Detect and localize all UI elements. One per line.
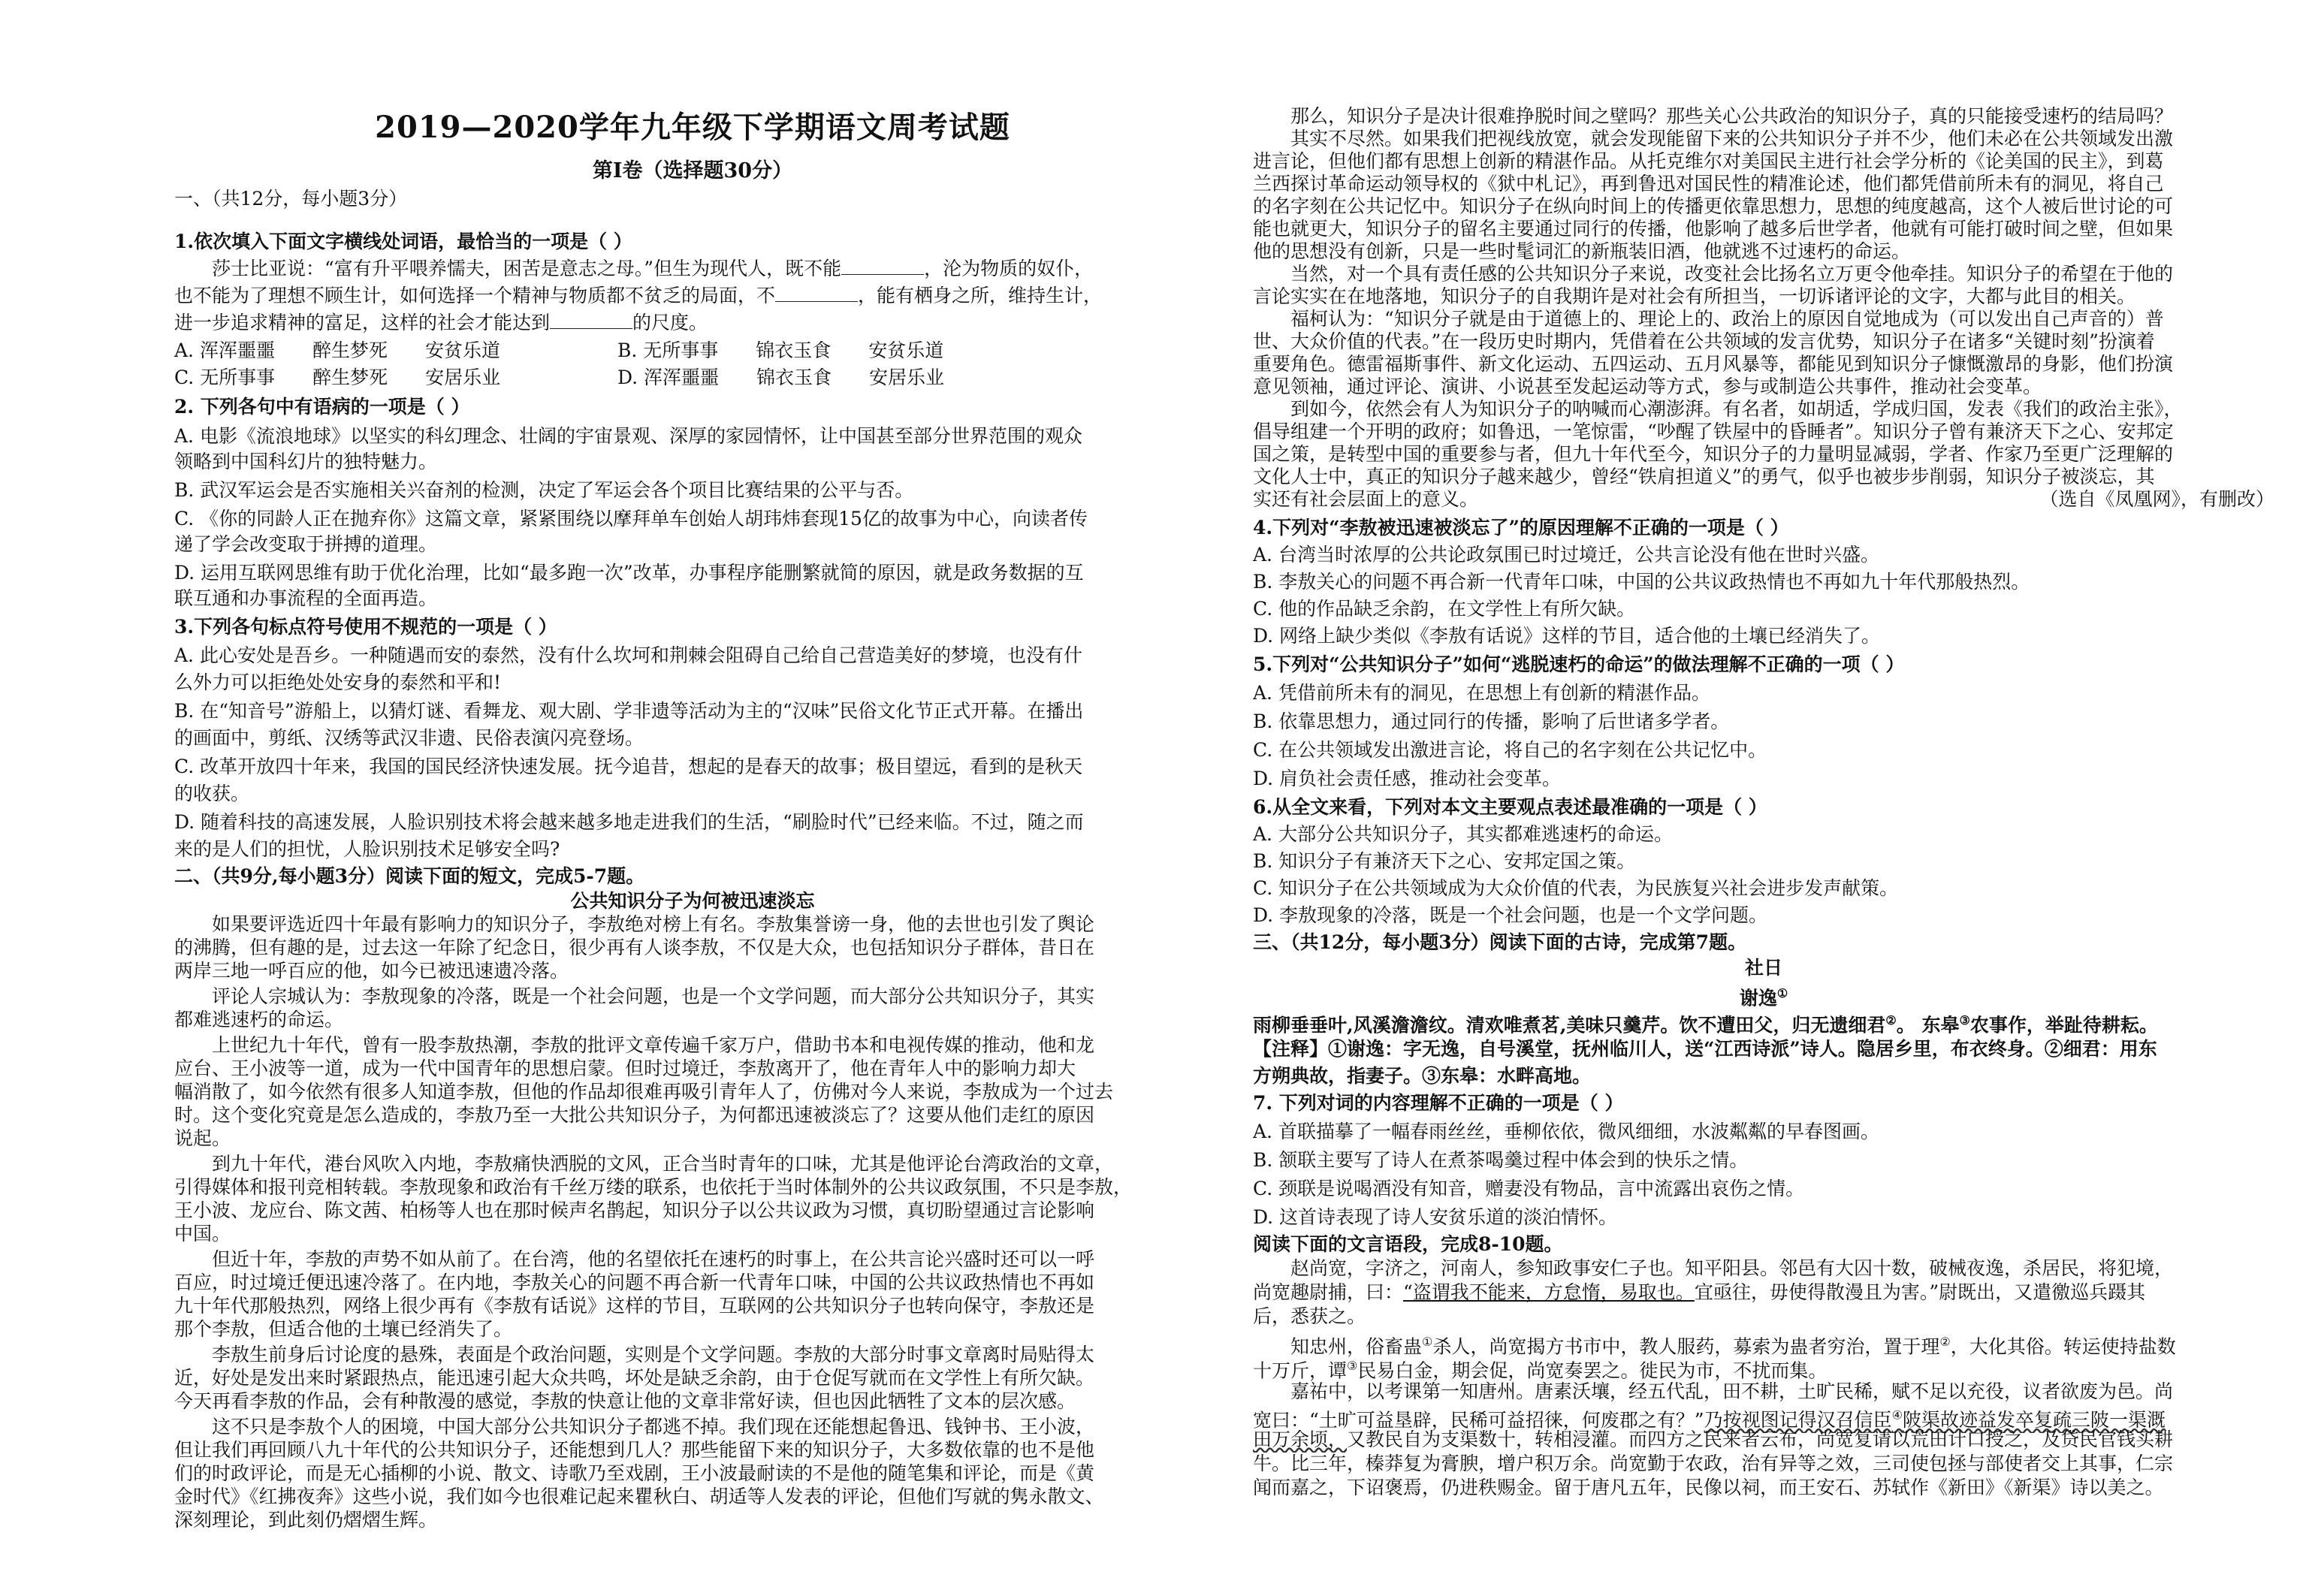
q2-option-a: A. 电影《流浪地球》以坚实的科幻理念、壮阔的宇宙景观、深厚的家园情怀，让中国甚至部分世界范围的观众 <box>174 425 1082 447</box>
article-line: 福柯认为：“知识分子就是由于道德上的、理论上的、政治上的原因自觉地成为（可以发出自己声音的）普 <box>1253 308 2164 330</box>
wavy-underlined-sentence: 乃按视图记得汉召信臣④陂渠故迹益发卒复疏三陂一渠溉 <box>1704 1408 2166 1432</box>
article-line: 王小波、龙应台、陈文茜、柏杨等人也在那时候声名鹊起，知识分子以公共议政为习惯，真切盼望通过言论影响 <box>174 1199 1095 1221</box>
q1-option-c: C. 无所事事 醉生梦死 安居乐业 <box>174 367 501 388</box>
article-line: 的名字刻在公共记忆中。知识分子在纵向时间上的传播更依靠思想力，思想的纯度越高，这个人被后世讨论的可 <box>1253 195 2174 217</box>
classical-line: 牛。比三年，榛莽复为膏腴，增户积万余。尚宽勤于农政，治有异等之效，三司使包拯与部使者交上其事，仁宗 <box>1253 1453 2174 1474</box>
q4-option-b: B. 李敖关心的问题不再合新一代青年口味，中国的公共议政热情也不再如九十年代那般热烈。 <box>1253 571 2030 593</box>
q6-option-b: B. 知识分子有兼济天下之心、安邦定国之策。 <box>1253 850 1636 872</box>
classical-header: 阅读下面的文言语段，完成8-10题。 <box>1253 1233 1563 1255</box>
q5-option-a: A. 凭借前所未有的洞见，在思想上有创新的精湛作品。 <box>1253 682 1710 704</box>
article-line: 深刻理论，到此刻仍熠熠生辉。 <box>174 1509 438 1531</box>
article-line: 兰西探讨革命运动领导权的《狱中札记》，再到鲁迅对国民性的精准论述，他们都凭借前所未有的洞见，将自己 <box>1253 173 2164 195</box>
article-line: 重要角色。德雷福斯事件、新文化运动、五四运动、五月风暴等，都能见到知识分子慷慨激昂的身影，他们扮演 <box>1253 353 2174 375</box>
article-line: 九十年代那般热烈，网络上很少再有《李敖有话说》这样的节目，互联网的公共知识分子也转向保守，李敖还是 <box>174 1295 1095 1317</box>
q7-option-a: A. 首联描摹了一幅春雨丝丝，垂柳依依，微风细细，水波粼粼的早春图画。 <box>1253 1121 1879 1142</box>
q4-option-a: A. 台湾当时浓厚的公共论政氛围已时过境迁，公共言论没有他在世时兴盛。 <box>1253 544 1879 566</box>
article-line: 引得媒体和报刊竞相转载。李敖现象和政治有千丝万缕的联系，也依托于当时体制外的公共议政氛围，不只是李敖， <box>174 1176 1133 1198</box>
q4-option-d: D. 网络上缺少类似《李敖有话说》这样的节目，适合他的土壤已经消失了。 <box>1253 625 1881 647</box>
q3-option-b-cont: 的画面中，剪纸、汉绣等武汉非遗、民俗表演闪亮登场。 <box>174 727 644 749</box>
q6-option-d: D. 李敖现象的冷落，既是一个社会问题，也是一个文学问题。 <box>1253 904 1768 926</box>
q1-option-a: A. 浑浑噩噩 醉生梦死 安贫乐道 <box>174 339 500 361</box>
article-line: 但让我们再回顾八九十年代的公共知识分子，还能想到几人？那些能留下来的知识分子，大多数依靠的也不是他 <box>174 1439 1095 1461</box>
q1-blank-1 <box>841 258 924 275</box>
section-2-header: 二、（共9分,每小题3分）阅读下面的短文，完成5-7题。 <box>174 865 645 887</box>
classical-line: 十万斤，谭③民易白金，期会促，尚宽奏罢之。徙民为市，不扰而集。 <box>1253 1359 1828 1382</box>
poem-text: 雨柳垂垂叶,风溪澹澹纹。清欢唯煮茗,美味只羹芹。饮不遭田父，归无遗细君②。 东皋③农事作，举趾待耕耘。 <box>1253 1013 2158 1036</box>
q5-option-d: D. 肩负社会责任感，推动社会变革。 <box>1253 768 1562 789</box>
article-line: 那个李敖，但适合他的土壤已经消失了。 <box>174 1318 513 1340</box>
section-1-header: 一、（共12分，每小题3分） <box>174 188 408 210</box>
q5-option-c: C. 在公共领域发出激进言论，将自己的名字刻在公共记忆中。 <box>1253 739 1767 761</box>
q2-stem: 2. 下列各句中有语病的一项是（ ） <box>174 396 470 418</box>
exam-subtitle: 第Ⅰ卷（选择题30分） <box>592 159 793 183</box>
classical-line: 知忠州，俗畜蛊①杀人，尚宽揭方书市中，教人服药，募索为蛊者穷治，置于理②，大化其俗。转运使持盐数 <box>1253 1335 2176 1358</box>
article-line: 能也就更大，知识分子的留名主要通过同行的传播，他影响了越多后世学者，他就有可能打破时间之壁，但如果 <box>1253 218 2174 240</box>
poem-notes-line-1: 【注释】①谢逸：字无逸，自号溪堂，抚州临川人，送“江西诗派”诗人。隐居乡里，布衣终身。②细君：用东 <box>1253 1038 2157 1060</box>
poem-author: 谢逸① <box>1739 986 1788 1009</box>
article-line: 说起。 <box>174 1127 231 1149</box>
q3-option-c: C. 改革开放四十年来，我国的国民经济快速发展。抚今追昔，想起的是春天的故事；极目望远，看到的是秋天 <box>174 756 1083 777</box>
poem-title: 社日 <box>1744 957 1782 979</box>
q6-option-a: A. 大部分公共知识分子，其实都难逃速朽的命运。 <box>1253 823 1673 845</box>
article-line: 的沸腾，但有趣的是，过去这一年除了纪念日，很少再有人谈李敖，不仅是大众，也包括知识分子群体，昔日在 <box>174 937 1095 958</box>
q3-option-c-cont: 的收获。 <box>174 783 250 804</box>
article-line: 倡导组建一个开明的政府；如鲁迅，一笔惊雷，“吵醒了铁屋中的昏睡者”。知识分子曾有兼济天下之心、安邦定 <box>1253 421 2174 442</box>
article-line: 那么，知识分子是决计很难挣脱时间之壁吗？那些关心公共政治的知识分子，真的只能接受速朽的结局吗？ <box>1253 105 2174 127</box>
article-line: 到如今，依然会有人为知识分子的呐喊而心潮澎湃。有名者，如胡适，学成归国，发表《我们的政治主张》， <box>1253 398 2183 420</box>
article-line: 到九十年代，港台风吹入内地，李敖痛快洒脱的文风，正合当时青年的口味，尤其是他评论台湾政治的文章， <box>174 1153 1114 1175</box>
classical-line: 后，悉获之。 <box>1253 1305 1366 1327</box>
article-line: 评论人宗城认为：李敖现象的冷落，既是一个社会问题，也是一个文学问题，而大部分公共知识分子，其实 <box>174 985 1095 1007</box>
article-line: 国之策，是转型中国的重要参与者，但九十年代至今，知识分子的力量明显减弱，学者、作家乃至更广泛理解的 <box>1253 443 2174 465</box>
article-line: 时。这个变化究竟是怎么造成的，李敖乃至一大批公共知识分子，为何都迅速被淡忘了？这要从他们走红的原因 <box>174 1104 1095 1126</box>
q3-option-b: B. 在“知音号”游船上，以猜灯谜、看舞龙、观大剧、学非遗等活动为主的“汉味”民俗文化节正式开幕。在播出 <box>174 700 1084 722</box>
article-line: 文化人士中，真正的知识分子越来越少，曾经“铁肩担道义”的勇气，似乎也被步步削弱，知识分子被淡忘，其 <box>1253 466 2155 487</box>
article-line: 言论实实在在地落地，知识分子的自我期许是对社会有所担当，一切诉诸评论的文字，大都与此目的相关。 <box>1253 285 2136 307</box>
q4-stem: 4.下列对“李敖被迅速被淡忘了”的原因理解不正确的一项是（ ） <box>1253 517 1789 539</box>
article-line: 今天再看李敖的作品，会有种散漫的感觉，李敖的快意让他的文章非常好读，但也因此牺牲了文本的层次感。 <box>174 1390 1076 1412</box>
q2-option-c: C. 《你的同龄人正在抛弃你》这篇文章，紧紧围绕以摩拜单车创始人胡玮炜套现15亿的故事为中心，向读者传 <box>174 508 1088 529</box>
classical-line: 嘉祐中，以考课第一知唐州。唐素沃壤，经五代乱，田不耕，土旷民稀，赋不足以充役，议者欲废为邑。尚 <box>1253 1380 2174 1402</box>
article-line: 当然，对一个具有责任感的公共知识分子来说，改变社会比扬名立万更令他牵挂。知识分子的希望在于他的 <box>1253 263 2174 285</box>
q1-passage-line-3: 进一步追求精神的富足，这样的社会才能达到 的尺度。 <box>174 312 708 333</box>
article-line: 金时代》《红拂夜奔》这些小说，我们如今也很难记起来瞿秋白、胡适等人发表的评论，但他们写就的隽永散文、 <box>174 1486 1104 1507</box>
article-line: 幅消散了，如今依然有很多人知道李敖，但他的作品却很难再吸引青年人了，仿佛对今人来说，李敖成为一个过去 <box>174 1081 1114 1103</box>
article-line: 中国。 <box>174 1223 231 1245</box>
poem-notes-line-2: 方朔典故，指妻子。③东皋：水畔高地。 <box>1253 1065 1592 1087</box>
classical-line: 宽曰：“土旷可益垦辟，民稀可益招徕，何废郡之有？”乃按视图记得汉召信臣④陂渠故迹益发卒复疏三陂一渠溉 <box>1253 1408 2166 1432</box>
article-line: 们的时政评论，而是无心插柳的小说、散文、诗歌乃至戏剧，王小波最耐读的不是他的随笔集和评论，而是《黄 <box>174 1462 1095 1484</box>
article-line: 百应，时过境迁便迅速冷落了。在内地，李敖关心的问题不再合新一代青年口味，中国的公共议政热情也不再如 <box>174 1272 1095 1293</box>
q1-blank-3 <box>550 312 632 329</box>
article-line: 进言论，但他们都有思想上创新的精湛作品。从托克维尔对美国民主进行社会学分析的《论美国的民主》，到葛 <box>1253 150 2164 172</box>
classical-line: 赵尚宽，字济之，河南人，参知政事安仁子也。知平阳县。邻邑有大囚十数，破械夜逸，杀居民，将犯境， <box>1253 1257 2174 1279</box>
q1-option-d: D. 浑浑噩噩 锦衣玉食 安居乐业 <box>617 367 945 388</box>
q3-stem: 3.下列各句标点符号使用不规范的一项是（ ） <box>174 616 557 638</box>
classical-line: 尚宽趣尉捕，曰：“盗谓我不能来，方怠惰，易取也。宜亟往，毋使得散漫且为害。”尉既出，又遣徼巡兵蹑其 <box>1253 1281 2146 1303</box>
q7-option-c: C. 颈联是说喝酒没有知音，赠妻没有物品，言中流露出哀伤之情。 <box>1253 1178 1805 1199</box>
classical-line: 闻而嘉之，下诏褒焉，仍进秩赐金。留于唐凡五年，民像以祠，而王安石、苏轼作《新田》《新渠》诗以美之。 <box>1253 1477 2164 1498</box>
q6-option-c: C. 知识分子在公共领域成为大众价值的代表，为民族复兴社会进步发声献策。 <box>1253 877 1899 899</box>
q1-passage-line-1: 莎士比亚说：“富有升平喂养懦夫，困苦是意志之母。”但生为现代人，既不能 ，沦为物质的奴仆， <box>212 258 1094 279</box>
article-line: 两岸三地一呼百应的他，如今已被迅速遗冷落。 <box>174 960 569 982</box>
article-line: 实还有社会层面上的意义。 <box>1253 488 1479 510</box>
article-line: 如果要评选近四十年最有影响力的知识分子，李敖绝对榜上有名。李敖集誉谤一身，他的去世也引发了舆论 <box>174 913 1095 935</box>
q2-option-b: B. 武汉军运会是否实施相关兴奋剂的检测，决定了军运会各个项目比赛结果的公平与否。 <box>174 479 914 501</box>
q2-option-a-cont: 领略到中国科幻片的独特魅力。 <box>174 451 438 472</box>
article-line: 其实不尽然。如果我们把视线放宽，就会发现能留下来的公共知识分子并不少，他们未必在公共领域发出激 <box>1253 128 2174 149</box>
underlined-sentence: “盗谓我不能来，方怠惰，易取也。 <box>1403 1281 1695 1303</box>
exam-title: 2019—2020学年九年级下学期语文周考试题 <box>375 110 1010 145</box>
wavy-underlined-sentence-end: 田万余顷， <box>1253 1429 1348 1450</box>
article-line: 应台、王小波等一道，成为一代中国青年的思想启蒙。但时过境迁，李敖离开了，他在青年人中的影响力却大 <box>174 1057 1076 1079</box>
article-source: （选自《凤凰网》，有删改） <box>2039 488 2274 510</box>
q3-option-a: A. 此心安处是吾乡。一种随遇而安的泰然，没有什么坎坷和荆棘会阻碍自己给自己营造美好的梦境，也没有什 <box>174 644 1082 666</box>
q1-stem: 1.依次填入下面文字横线处词语，最恰当的一项是（ ） <box>174 231 632 252</box>
article-line: 他的思想没有创新，只是一些时髦词汇的新瓶装旧酒，他就逃不过速朽的命运。 <box>1253 240 1911 262</box>
q7-option-b: B. 颔联主要写了诗人在煮茶喝羹过程中体会到的快乐之情。 <box>1253 1149 1749 1171</box>
article-line: 这不只是李敖个人的困境，中国大部分公共知识分子都逃不掉。我们现在还能想起鲁迅、钱钟书、王小波， <box>174 1416 1095 1438</box>
article-line: 意见领袖，通过评论、演讲、小说甚至发起运动等方式，参与或制造公共事件，推动社会变革。 <box>1253 376 2042 397</box>
q3-option-d-cont: 来的是人们的担忧，人脸识别技术足够安全吗? <box>174 838 560 860</box>
q1-blank-2 <box>775 285 858 302</box>
article-line: 李敖生前身后讨论度的悬殊，表面是个政治问题，实则是个文学问题。李敖的大部分时事文章离时局贴得太 <box>174 1344 1095 1365</box>
q5-option-b: B. 依靠思想力，通过同行的传播，影响了后世诸多学者。 <box>1253 711 1730 732</box>
q7-stem: 7. 下列对词的内容理解不正确的一项是（ ） <box>1253 1092 1624 1114</box>
q1-option-b: B. 无所事事 锦衣玉食 安贫乐道 <box>617 339 944 361</box>
article-line: 都难逃速朽的命运。 <box>174 1009 344 1030</box>
article-line: 但近十年，李敖的声势不如从前了。在台湾，他的名望依托在速朽的时事上，在公共言论兴盛时还可以一呼 <box>174 1248 1095 1270</box>
q2-option-d-cont: 联互通和办事流程的全面再造。 <box>174 587 438 609</box>
section-3-header: 三、（共12分，每小题3分）阅读下面的古诗，完成第7题。 <box>1253 931 1747 953</box>
q3-option-a-cont: 么外力可以拒绝处处安身的泰然和平和! <box>174 671 502 693</box>
article-line: 上世纪九十年代，曾有一股李敖热潮，李敖的批评文章传遍千家万户，借助书本和电视传媒的推动，他和龙 <box>174 1034 1095 1056</box>
q7-option-d: D. 这首诗表现了诗人安贫乐道的淡泊情怀。 <box>1253 1206 1618 1228</box>
q6-stem: 6.从全文来看，下列对本文主要观点表述最准确的一项是（ ） <box>1253 796 1767 818</box>
q2-option-c-cont: 递了学会改变取于拼搏的道理。 <box>174 533 438 555</box>
q3-option-d: D. 随着科技的高速发展，人脸识别技术将会越来越多地走进我们的生活，“刷脸时代”已经来临。不过，随之而 <box>174 811 1084 833</box>
article-title: 公共知识分子为何被迅速淡忘 <box>570 890 815 912</box>
article-line: 世、大众价值的代表。”在一段历史时期内，凭借着在公共领域的发言优势，知识分子在诸多“关键时刻”扮演着 <box>1253 330 2155 352</box>
article-line: 近，好处是发出来时紧跟热点，能迅速引起大众共鸣，坏处是缺乏余韵，由于仓促写就而在文学性上有所欠缺。 <box>174 1367 1095 1389</box>
q1-passage-line-2: 也不能为了理想不顾生计，如何选择一个精神与物质都不贫乏的局面，不 ，能有栖身之所，维持生计， <box>174 285 1103 306</box>
q4-option-c: C. 他的作品缺乏余韵，在文学性上有所欠缺。 <box>1253 598 1636 620</box>
classical-line: 田万余顷，又教民自为支渠数十，转相浸灌。而四方之民来者云布，尚宽复请以荒田计口授之，及贷民官钱买耕 <box>1253 1429 2174 1450</box>
q2-option-d: D. 运用互联网思维有助于优化治理，比如“最多跑一次”改革，办事程序能删繁就简的原因，就是政务数据的互 <box>174 562 1084 584</box>
q5-stem: 5.下列对“公共知识分子”如何“逃脱速朽的命运”的做法理解不正确的一项（ ） <box>1253 653 1905 675</box>
